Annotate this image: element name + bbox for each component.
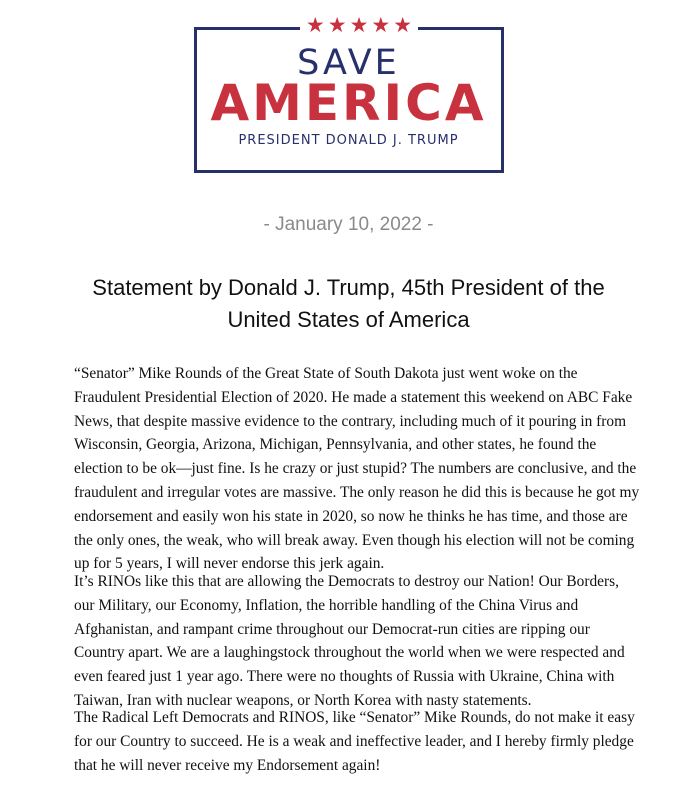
- statement-paragraph-1: “Senator” Mike Rounds of the Great State of South Dakota just went woke on the Fraudulent Presidential Election of 2020. He made a statement this weekend on ABC Fake News, that despite massive evidence to the contrary, including much of it pouring in from Wisconsin, Georgia, Arizona, Michigan, Pennsylvania, and other states, he found the election to be ok—just fine. Is he crazy or just stupid? The numbers are conclusive, and the fraudulent and irregular votes are massive. The only reason he did this is because he got my endorsement and easily won his state in 2020, so now he thinks he has time, and those are the only ones, the weak, who will break away. Even though his election will not be coming up for 5 years, I will never endorse this jerk again.: [74, 365, 640, 573]
- statement-date: - January 10, 2022 -: [263, 214, 434, 235]
- star-icon: ★: [393, 13, 413, 37]
- logo-save-text: SAVE: [297, 43, 400, 83]
- star-icon: ★: [349, 13, 369, 37]
- star-icon: ★: [371, 13, 391, 37]
- star-icon: ★: [327, 13, 347, 37]
- star-icon: ★: [305, 13, 325, 37]
- logo-subtitle: PRESIDENT DONALD J. TRUMP: [238, 133, 459, 148]
- logo-stars: [300, 12, 418, 38]
- statement-paragraph-2: It’s RINOs like this that are allowing the Democrats to destroy our Nation! Our Borders, our Military, our Economy, Inflation, the horrible handling of the China Virus and Afghanistan, and rampant crime throughout our Democrat-run cities are ripping our Country apart. We are a laughingstock throughout the world when we were respected and even feared just 1 year ago. There were no thoughts of Russia with Ukraine, China with Taiwan, Iran with nuclear weapons, or North Korea with nasty statements.: [74, 573, 625, 709]
- statement-paragraph-3: The Radical Left Democrats and RINOS, like “Senator” Mike Rounds, do not make it easy for our Country to succeed. He is a weak and ineffective leader, and I hereby firmly pledge that he will never receive my Endorsement again!: [74, 709, 635, 774]
- statement-title: Statement by Donald J. Trump, 45th President of the United States of America: [92, 275, 605, 332]
- logo-america-text: AMERICA: [210, 74, 487, 132]
